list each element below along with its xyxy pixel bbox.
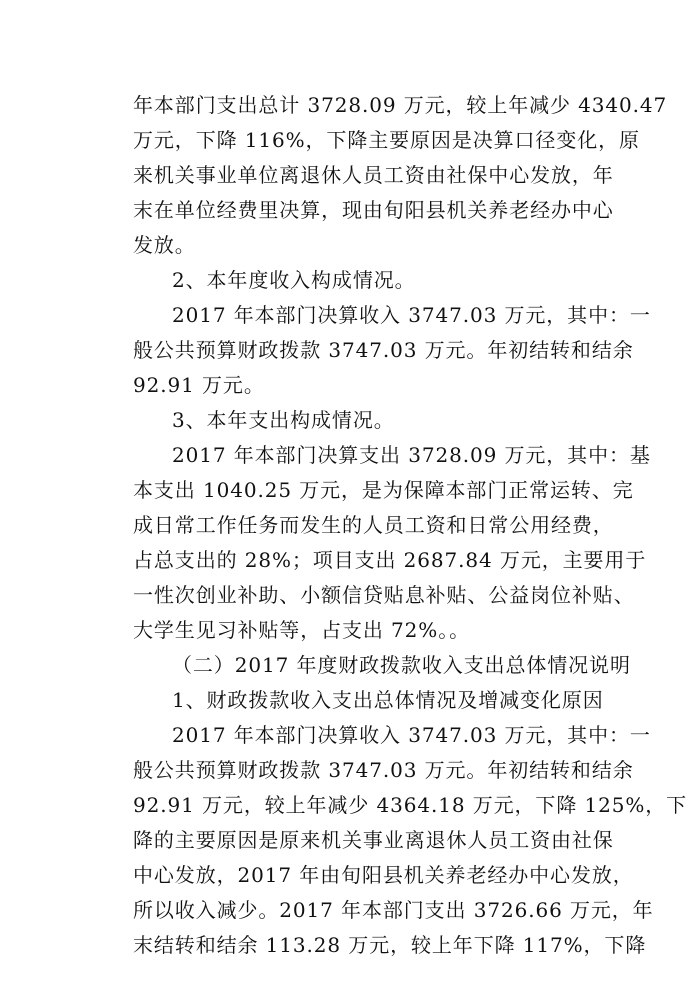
section-heading-income-composition: 2、本年度收入构成情况。 [172,268,416,292]
text-line-16: 大学生见习补贴等，占支出 72%。。 [133,618,471,642]
text-line-1: 年本部门支出总计 3728.09 万元，较上年减少 4340.47 [133,93,668,117]
text-line-4: 末在单位经费里决算，现由旬阳县机关养老经办中心 [133,198,614,222]
text-line-7: 2017 年本部门决算收入 3747.03 万元，其中：一 [172,303,651,327]
text-line-5: 发放。 [133,233,196,257]
text-line-24: 所以收入减少。2017 年本部门支出 3726.66 万元，年 [133,898,654,922]
text-line-25: 末结转和结余 113.28 万元，较上年下降 117%，下降 [133,933,647,957]
text-line-14: 占总支出的 28%；项目支出 2687.84 万元，主要用于 [133,548,647,572]
text-line-19: 2017 年本部门决算收入 3747.03 万元，其中：一 [172,723,651,747]
text-line-3: 来机关事业单位离退休人员工资由社保中心发放，年 [133,163,614,187]
text-line-15: 一性次创业补助、小额信贷贴息补贴、公益岗位补贴、 [133,583,635,607]
text-line-23: 中心发放，2017 年由旬阳县机关养老经办中心发放， [133,863,634,887]
section-heading-expense-composition: 3、本年支出构成情况。 [172,408,395,432]
text-line-13: 成日常工作任务而发生的人员工资和日常公用经费， [133,513,614,537]
text-line-12: 本支出 1040.25 万元，是为保障本部门正常运转、完 [133,478,634,502]
text-line-21: 92.91 万元，较上年减少 4364.18 万元，下降 125%，下 [133,793,688,817]
text-line-8: 般公共预算财政拨款 3747.03 万元。年初结转和结余 [133,338,634,362]
section-heading-fiscal-appropriation: （二）2017 年度财政拨款收入支出总体情况说明 [172,653,631,677]
text-line-20: 般公共预算财政拨款 3747.03 万元。年初结转和结余 [133,758,634,782]
text-line-2: 万元，下降 116%，下降主要原因是决算口径变化，原 [133,128,640,152]
subsection-heading-appropriation-changes: 1、财政拨款收入支出总体情况及增减变化原因 [172,688,604,712]
text-line-11: 2017 年本部门决算支出 3728.09 万元，其中：基 [172,443,651,467]
text-line-9: 92.91 万元。 [133,373,265,397]
text-line-22: 降的主要原因是原来机关事业离退休人员工资由社保 [133,828,614,852]
